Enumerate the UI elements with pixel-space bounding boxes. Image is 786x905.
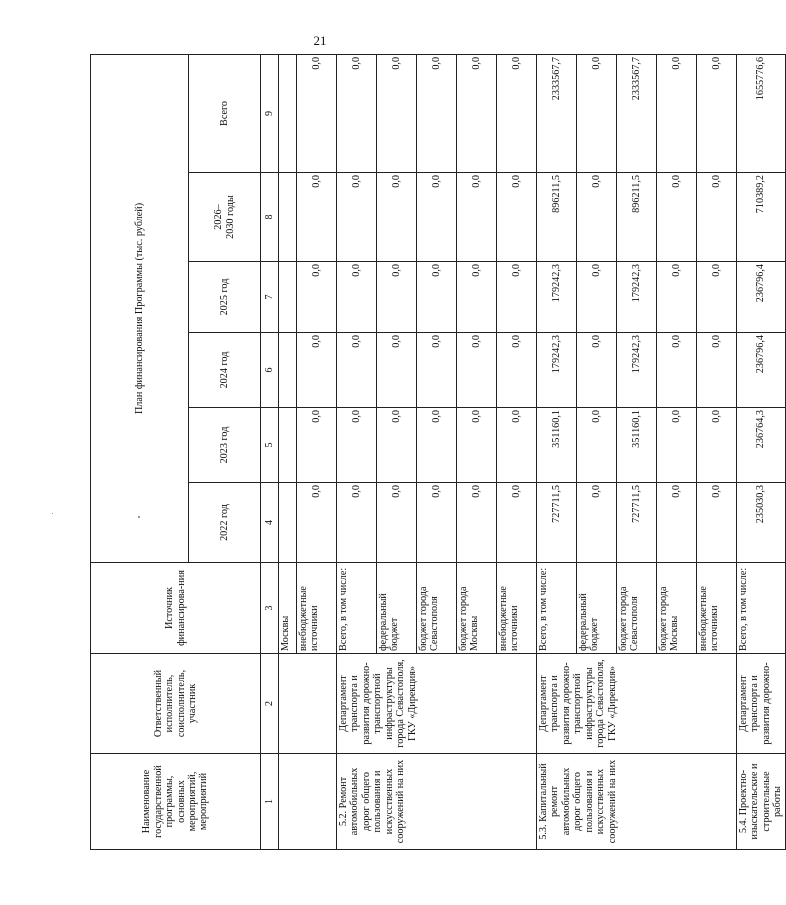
rotated-table-wrapper xyxy=(90,55,784,850)
value-cell: 0,0 xyxy=(457,333,497,408)
executor-cell: Департамент транспорта и развития дорожно-транспортной инфраструктуры города Севастополя, ГКУ «Дирекция» xyxy=(537,654,737,754)
value-cell xyxy=(279,54,297,172)
value-cell: 1655776,6 xyxy=(737,54,786,172)
value-cell: 0,0 xyxy=(417,483,457,563)
value-cell: 0,0 xyxy=(377,408,417,483)
value-cell: 896211,5 xyxy=(537,173,577,262)
value-cell: 236764,3 xyxy=(737,408,786,483)
executor-cell: Департамент транспорта и развития дорожно-транспортной инфраструктуры города Севастополя, ГКУ «Дирекция» xyxy=(337,654,537,754)
index-cell: 2 xyxy=(261,654,279,754)
index-cell: 5 xyxy=(261,408,279,483)
value-cell: 0,0 xyxy=(417,262,457,333)
index-cell: 1 xyxy=(261,754,279,850)
header-plan-group: План финансирования Программы (тыс. рублей) xyxy=(91,54,189,562)
header-year-2024: 2024 год xyxy=(189,333,261,408)
measure-name-5-2: 5.2. Ремонт автомобильных дорог общего пользования и искусственных сооружений на них xyxy=(337,754,537,850)
table-row xyxy=(279,54,297,849)
carry-executor-cell xyxy=(279,654,337,754)
value-cell: 0,0 xyxy=(457,483,497,563)
value-cell: 0,0 xyxy=(497,333,537,408)
value-cell: 2333567,7 xyxy=(537,54,577,172)
value-cell: 0,0 xyxy=(337,54,377,172)
value-cell: 0,0 xyxy=(377,54,417,172)
value-cell: 0,0 xyxy=(697,173,737,262)
source-cell: федеральный бюджет xyxy=(577,563,617,654)
value-cell: 0,0 xyxy=(417,333,457,408)
financing-table xyxy=(90,54,786,850)
index-cell: 8 xyxy=(261,173,279,262)
value-cell: 0,0 xyxy=(457,262,497,333)
value-cell: 0,0 xyxy=(297,173,337,262)
value-cell: 0,0 xyxy=(377,262,417,333)
value-cell: 0,0 xyxy=(697,262,737,333)
source-cell: внебюджетные источники xyxy=(297,563,337,654)
value-cell: 0,0 xyxy=(457,54,497,172)
value-cell: 179242,3 xyxy=(537,333,577,408)
value-cell: 0,0 xyxy=(457,408,497,483)
value-cell: 0,0 xyxy=(577,262,617,333)
value-cell: 0,0 xyxy=(657,173,697,262)
header-executor: Ответственный исполнитель, соисполнитель, участник xyxy=(91,654,261,754)
scan-speck xyxy=(52,513,53,514)
value-cell: 0,0 xyxy=(497,262,537,333)
value-cell: 179242,3 xyxy=(537,262,577,333)
value-cell: 0,0 xyxy=(657,408,697,483)
value-cell: 0,0 xyxy=(337,173,377,262)
source-cell: бюджет города Севастополя xyxy=(417,563,457,654)
value-cell: 0,0 xyxy=(497,173,537,262)
source-cell: бюджет города Севастополя xyxy=(617,563,657,654)
value-cell: 896211,5 xyxy=(617,173,657,262)
measure-name-5-4: 5.4. Проектно-изыскательские и строительные работы xyxy=(737,754,786,850)
value-cell: 727711,5 xyxy=(617,483,657,563)
header-source: Источник финансирова-ния xyxy=(91,563,261,654)
source-cell: бюджет города Москвы xyxy=(457,563,497,654)
header-year-2025: 2025 год xyxy=(189,262,261,333)
value-cell: 0,0 xyxy=(657,333,697,408)
source-cell: Всего, в том числе: xyxy=(537,563,577,654)
value-cell: 0,0 xyxy=(297,54,337,172)
value-cell: 0,0 xyxy=(417,173,457,262)
carry-name-cell xyxy=(279,754,337,850)
value-cell: 0,0 xyxy=(377,333,417,408)
value-cell: 0,0 xyxy=(657,262,697,333)
source-cell: внебюджетные источники xyxy=(497,563,537,654)
value-cell: 0,0 xyxy=(577,173,617,262)
source-cell: внебюджетные источники xyxy=(697,563,737,654)
value-cell xyxy=(279,333,297,408)
value-cell: 0,0 xyxy=(497,408,537,483)
value-cell: 0,0 xyxy=(497,54,537,172)
source-cell: Всего, в том числе: xyxy=(737,563,786,654)
value-cell: 179242,3 xyxy=(617,262,657,333)
value-cell: 0,0 xyxy=(457,173,497,262)
value-cell xyxy=(279,262,297,333)
header-year-2023: 2023 год xyxy=(189,408,261,483)
value-cell: 0,0 xyxy=(297,408,337,483)
value-cell: 0,0 xyxy=(337,408,377,483)
source-cell: бюджет города Москвы xyxy=(657,563,697,654)
value-cell xyxy=(279,408,297,483)
value-cell: 0,0 xyxy=(417,54,457,172)
header-year-2022: 2022 год xyxy=(189,483,261,563)
executor-cell: Департамент транспорта и развития дорожно- xyxy=(737,654,786,754)
table-row xyxy=(337,54,377,849)
value-cell: 0,0 xyxy=(337,333,377,408)
table-row xyxy=(537,54,577,849)
value-cell: 0,0 xyxy=(297,262,337,333)
value-cell: 0,0 xyxy=(337,483,377,563)
header-index-row xyxy=(261,54,279,849)
value-cell: 0,0 xyxy=(297,333,337,408)
value-cell: 0,0 xyxy=(497,483,537,563)
value-cell: 0,0 xyxy=(577,333,617,408)
value-cell: 179242,3 xyxy=(617,333,657,408)
value-cell: 727711,5 xyxy=(537,483,577,563)
index-cell: 6 xyxy=(261,333,279,408)
value-cell xyxy=(279,483,297,563)
source-cell: Москвы xyxy=(279,563,297,654)
value-cell: 0,0 xyxy=(577,54,617,172)
value-cell: 0,0 xyxy=(297,483,337,563)
index-cell: 4 xyxy=(261,483,279,563)
page-number: 21 xyxy=(313,33,327,48)
value-cell: 0,0 xyxy=(577,483,617,563)
value-cell: 236796,4 xyxy=(737,262,786,333)
value-cell xyxy=(279,173,297,262)
value-cell: 235030,3 xyxy=(737,483,786,563)
index-cell: 3 xyxy=(261,563,279,654)
value-cell: 0,0 xyxy=(657,483,697,563)
value-cell: 0,0 xyxy=(697,333,737,408)
header-years-2026-2030: 2026– 2030 годы xyxy=(189,173,261,262)
value-cell: 710389,2 xyxy=(737,173,786,262)
value-cell: 0,0 xyxy=(417,408,457,483)
value-cell: 0,0 xyxy=(657,54,697,172)
value-cell: 0,0 xyxy=(697,408,737,483)
source-cell: федеральный бюджет xyxy=(377,563,417,654)
index-cell: 9 xyxy=(261,54,279,172)
header-row-top xyxy=(91,54,189,849)
index-cell: 7 xyxy=(261,262,279,333)
header-name: Наименование государственной программы, основных мероприятий, мероприятий xyxy=(91,754,261,850)
table-row xyxy=(737,54,786,849)
value-cell: 2333567,7 xyxy=(617,54,657,172)
value-cell: 236796,4 xyxy=(737,333,786,408)
source-cell: Всего, в том числе: xyxy=(337,563,377,654)
value-cell: 0,0 xyxy=(337,262,377,333)
value-cell: 0,0 xyxy=(697,483,737,563)
header-total: Всего xyxy=(189,54,261,172)
value-cell: 351160,1 xyxy=(617,408,657,483)
value-cell: 0,0 xyxy=(377,483,417,563)
measure-name-5-3: 5.3. Капитальный ремонт автомобильных дорог общего пользования и искусственных сооружений на них xyxy=(537,754,737,850)
value-cell: 351160,1 xyxy=(537,408,577,483)
value-cell: 0,0 xyxy=(377,173,417,262)
value-cell: 0,0 xyxy=(577,408,617,483)
value-cell: 0,0 xyxy=(697,54,737,172)
